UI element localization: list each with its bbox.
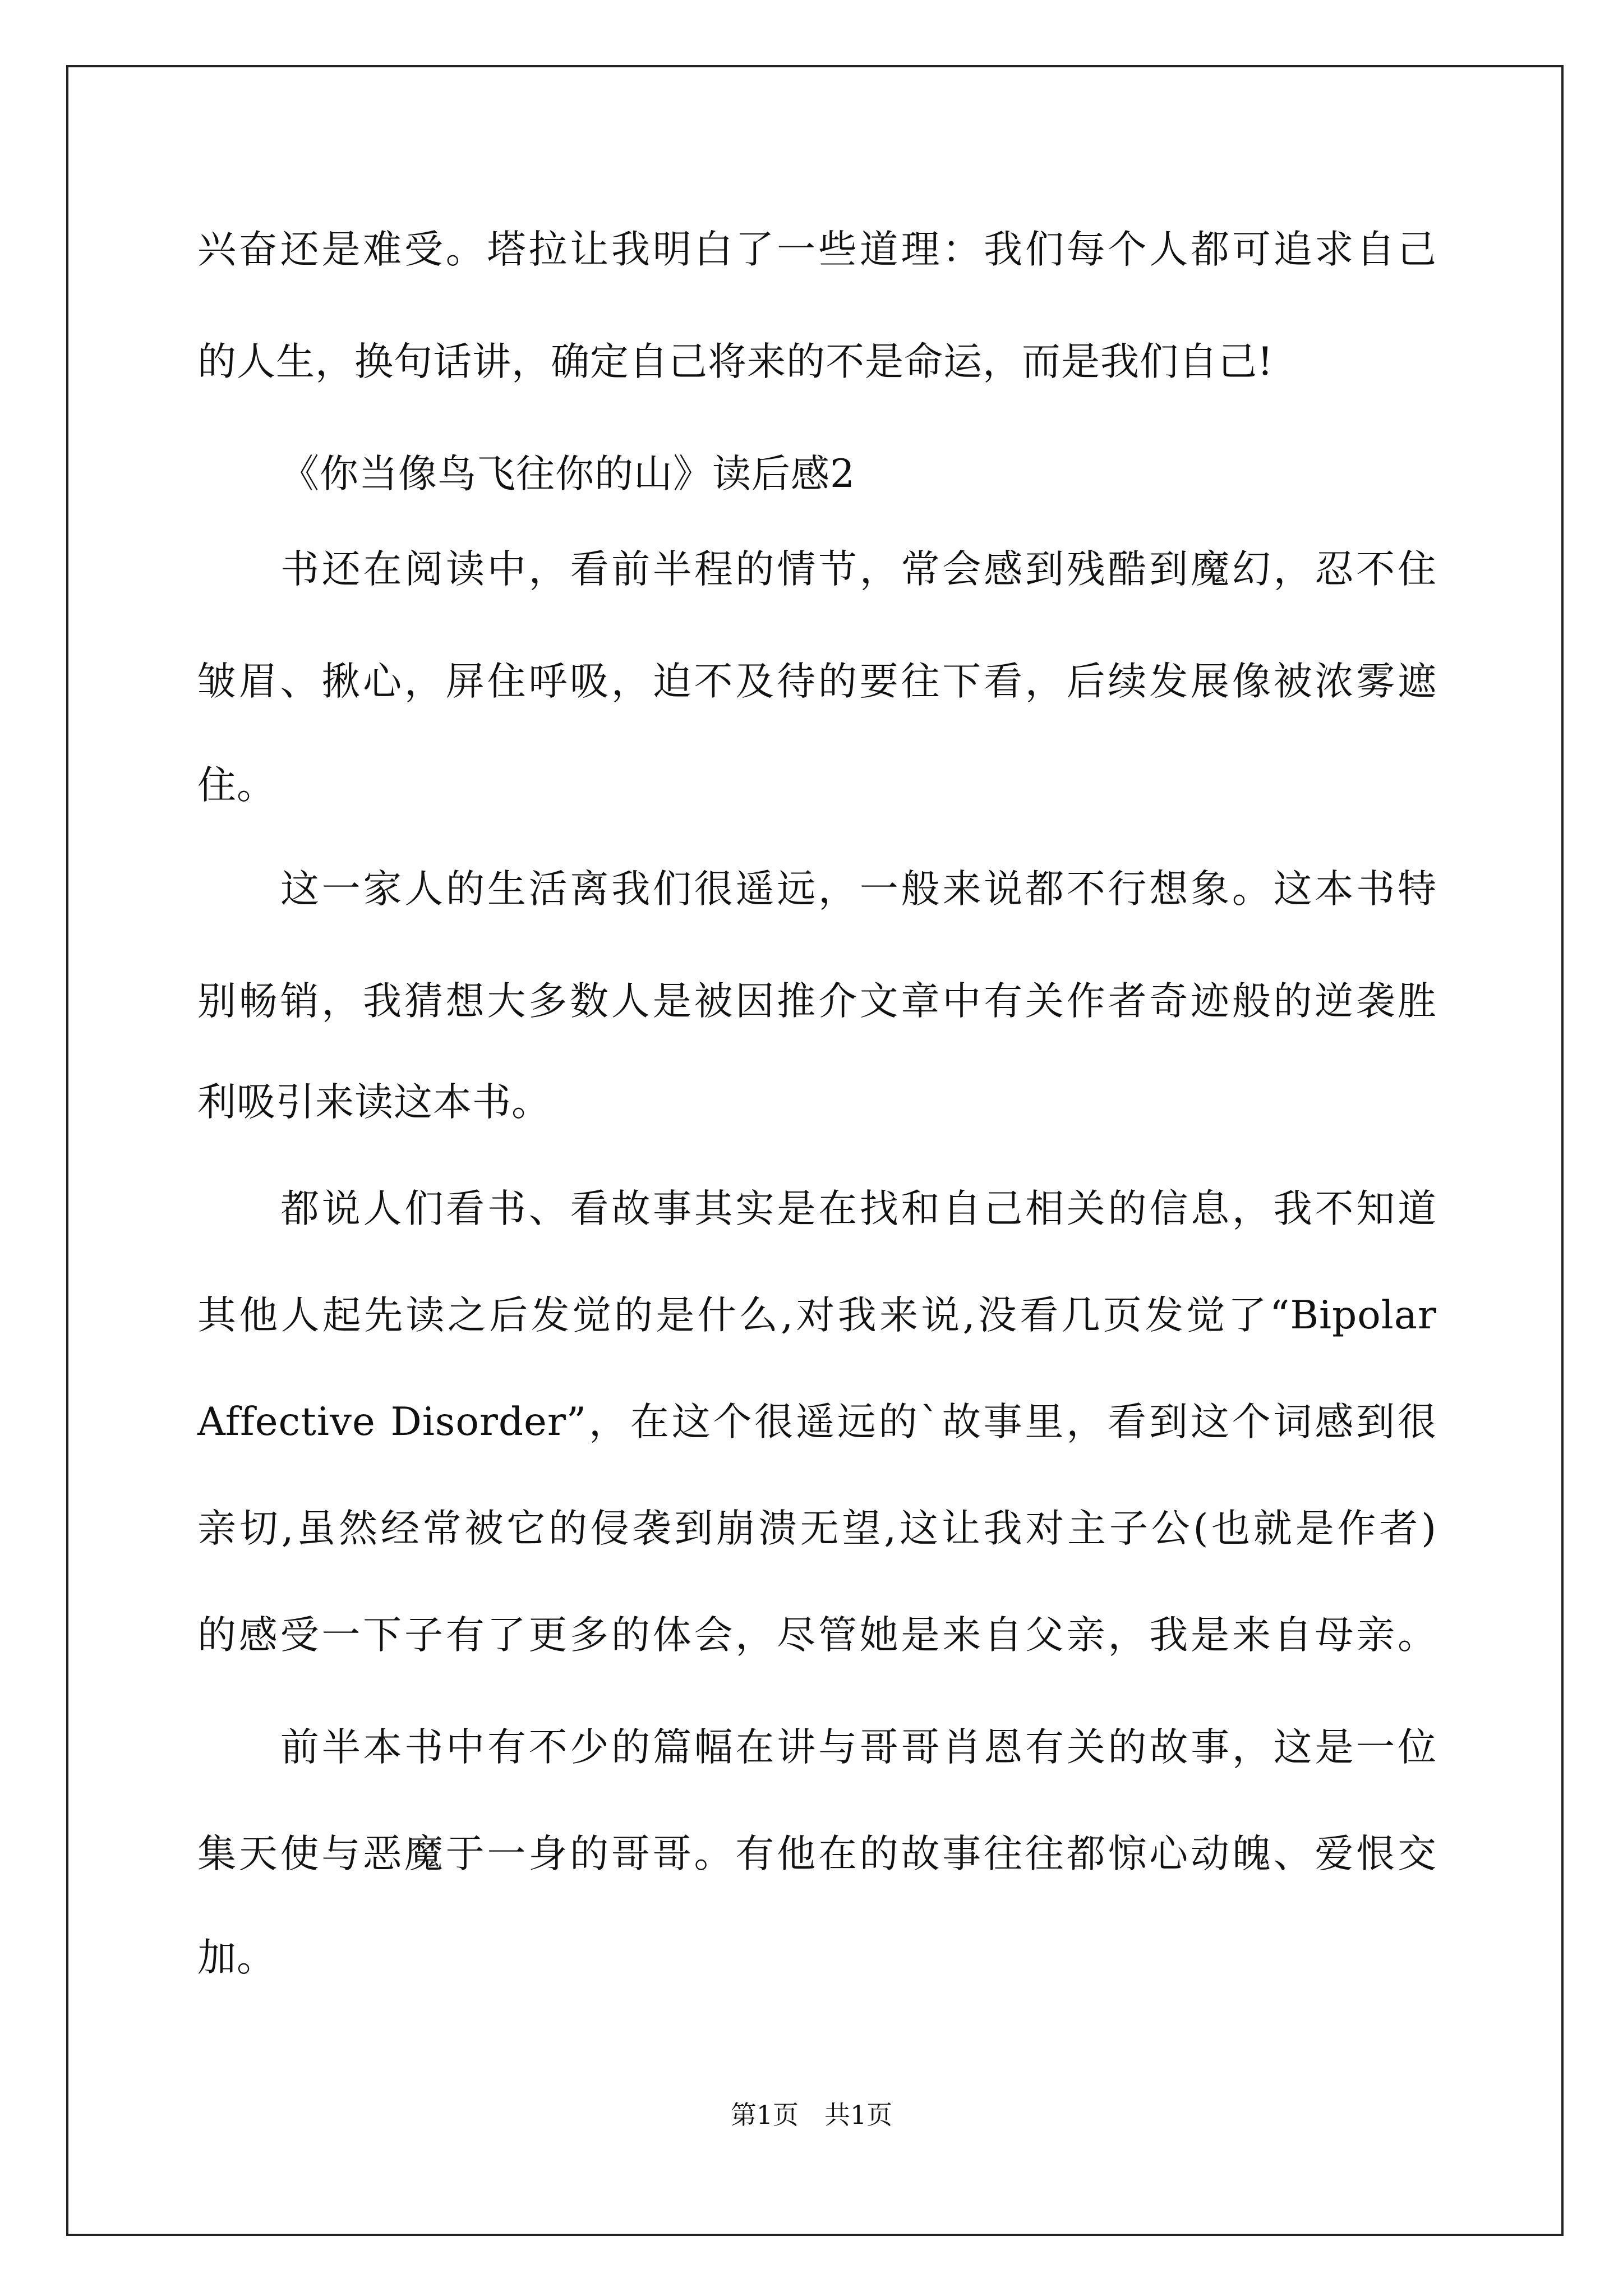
text-line: 书还在阅读中，看前半程的情节，常会感到残酷到魔幻，忍不住 (280, 547, 1437, 592)
text-line: 住。 (197, 763, 276, 808)
text-line: 兴奋还是难受。塔拉让我明白了一些道理：我们每个人都可追求自己 (197, 227, 1437, 272)
text-line: 亲切,虽然经常被它的侵袭到崩溃无望,这让我对主子公(也就是作者) (197, 1506, 1437, 1551)
text-line: 其他人起先读之后发觉的是什么,对我来说,没看几页发觉了“Bipolar (197, 1293, 1437, 1338)
text-line: Affective Disorder”，在这个很遥远的`故事里，看到这个词感到很 (197, 1400, 1437, 1444)
text-line: 这一家人的生活离我们很遥远，一般来说都不行想象。这本书特 (280, 867, 1437, 912)
page-number-footer: 第1页 共1页 (730, 2100, 893, 2130)
text-line: 都说人们看书、看故事其实是在找和自己相关的信息，我不知道 (280, 1186, 1437, 1231)
page-border (66, 65, 1564, 2236)
text-line: 利吸引来读这本书。 (197, 1080, 551, 1125)
text-line: 加。 (197, 1935, 276, 1980)
text-line: 集天使与恶魔于一身的哥哥。有他在的故事往往都惊心动魄、爱恨交 (197, 1832, 1437, 1876)
section-heading: 《你当像鸟飞往你的山》读后感2 (280, 452, 855, 496)
text-line: 皱眉、揪心，屏住呼吸，迫不及待的要往下看，后续发展像被浓雾遮 (197, 659, 1437, 704)
text-line: 的感受一下子有了更多的体会，尽管她是来自父亲，我是来自母亲。 (197, 1613, 1437, 1658)
text-line: 别畅销，我猜想大多数人是被因推介文章中有关作者奇迹般的逆袭胜 (197, 979, 1437, 1024)
text-line: 前半本书中有不少的篇幅在讲与哥哥肖恩有关的故事，这是一位 (280, 1725, 1437, 1770)
text-line: 的人生，换句话讲，确定自己将来的不是命运，而是我们自己! (197, 339, 1274, 384)
